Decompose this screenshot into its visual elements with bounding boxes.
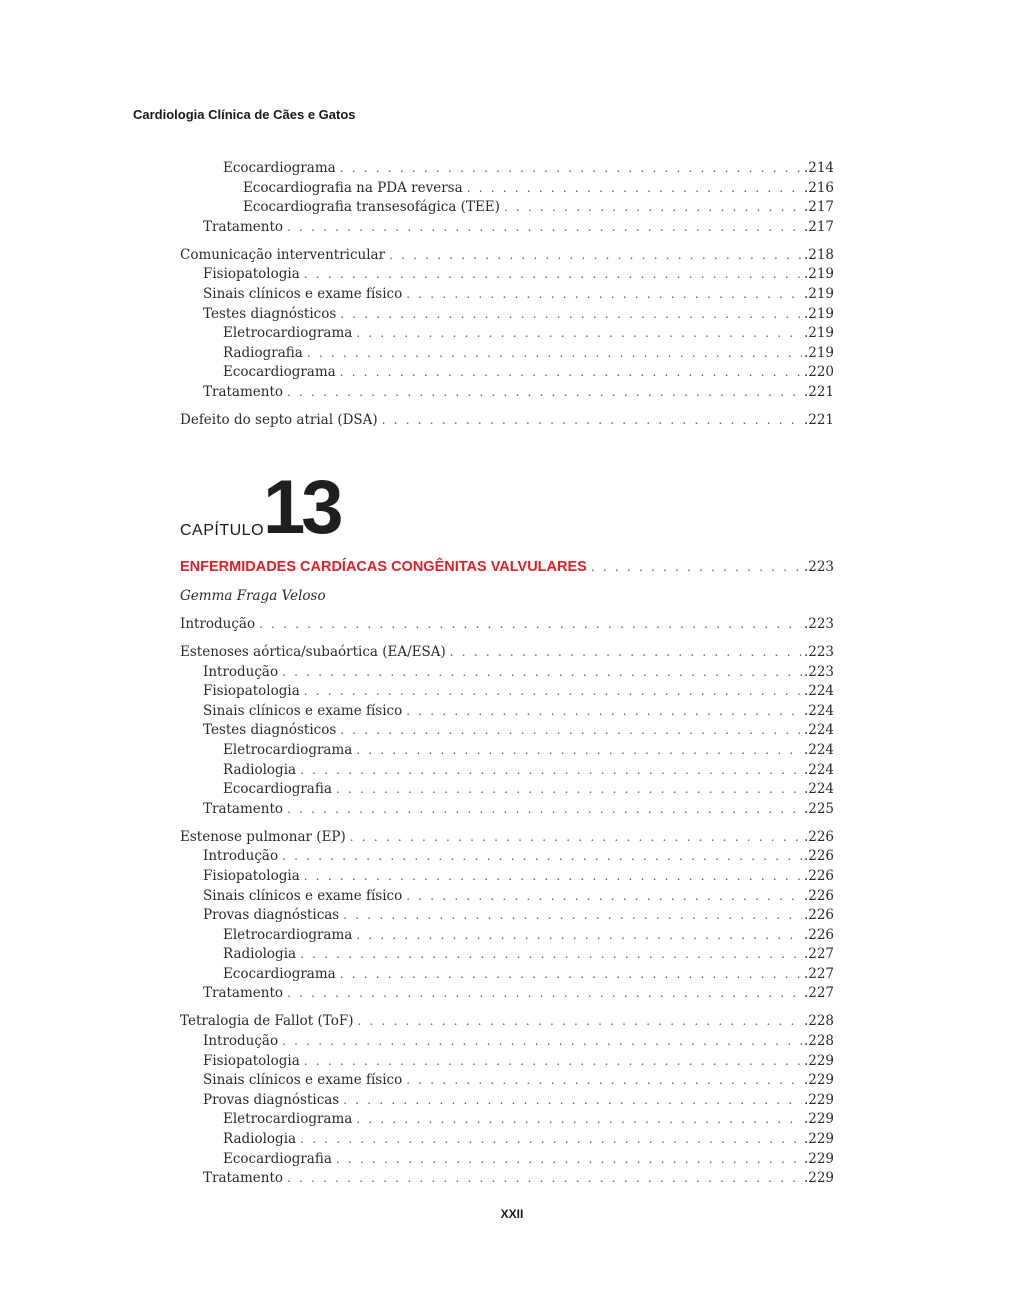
toc-entry-title: Radiografia xyxy=(223,344,303,361)
toc-entry[interactable] xyxy=(180,1169,834,1189)
toc-entry-title: Radiologia xyxy=(223,761,297,778)
dot-leader xyxy=(340,721,802,741)
toc-entry-page: .229 xyxy=(803,1111,834,1128)
toc-entry-title: Sinais clínicos e exame físico xyxy=(203,887,403,904)
chapter-label: CAPÍTULO xyxy=(180,522,265,539)
dot-leader xyxy=(350,828,802,848)
dot-leader xyxy=(304,1052,802,1072)
toc-entry-page: .224 xyxy=(803,761,834,778)
dot-leader xyxy=(389,246,802,266)
toc-entry-page: .224 xyxy=(803,722,834,739)
toc-entry[interactable] xyxy=(180,663,834,683)
toc-entry-title: Fisiopatologia xyxy=(203,683,300,700)
toc-entry-title: Eletrocardiograma xyxy=(223,741,353,758)
chapter-title-page: .223 xyxy=(803,559,834,575)
toc-entry-page: .223 xyxy=(803,643,834,660)
dot-leader xyxy=(287,1169,802,1189)
toc-entry-page: .219 xyxy=(803,325,834,342)
dot-leader xyxy=(504,198,802,218)
toc-entry-page: .226 xyxy=(803,848,834,865)
dot-leader xyxy=(336,780,802,800)
dot-leader xyxy=(340,305,802,325)
toc-entry[interactable] xyxy=(180,265,834,285)
chapter-header xyxy=(180,558,834,606)
dot-leader xyxy=(450,643,802,663)
chapter-title: ENFERMIDADES CARDÍACAS CONGÊNITAS VALVULARES xyxy=(180,559,587,575)
dot-leader xyxy=(282,663,802,683)
toc-entry-title: Introdução xyxy=(203,663,279,680)
toc-entry[interactable] xyxy=(180,965,834,985)
dot-leader xyxy=(406,1071,802,1091)
toc-entry-page: .227 xyxy=(803,965,834,982)
toc-entry-page: .229 xyxy=(803,1052,834,1069)
toc-entry[interactable] xyxy=(180,285,834,305)
toc-entry-page: .224 xyxy=(803,702,834,719)
toc-entry[interactable] xyxy=(180,1071,834,1091)
toc-entry-title: Ecocardiografia na PDA reversa xyxy=(243,179,463,196)
dot-leader xyxy=(358,1012,802,1032)
toc-entry[interactable] xyxy=(180,867,834,887)
toc-entry-title: Eletrocardiograma xyxy=(223,926,353,943)
toc-entry-page: .229 xyxy=(803,1170,834,1187)
dot-leader xyxy=(356,926,802,946)
toc-entry[interactable] xyxy=(180,828,834,848)
toc-entry-title: Estenose pulmonar (EP) xyxy=(180,828,346,845)
dot-leader xyxy=(282,1032,802,1052)
toc-entry-page: .223 xyxy=(803,663,834,680)
toc-entry-title: Testes diagnósticos xyxy=(203,722,337,739)
toc-entry-title: Provas diagnósticas xyxy=(203,1091,340,1108)
toc-entry-page: .227 xyxy=(803,985,834,1002)
toc-entry[interactable] xyxy=(180,218,834,238)
toc-entry-title: Eletrocardiograma xyxy=(223,1111,353,1128)
toc-entry-title: Fisiopatologia xyxy=(203,867,300,884)
toc-entry[interactable] xyxy=(180,363,834,383)
toc-entry-title: Introdução xyxy=(203,848,279,865)
toc-entry-page: .225 xyxy=(803,800,834,817)
dot-leader xyxy=(287,383,802,403)
toc-entry[interactable] xyxy=(180,761,834,781)
toc-entry-page: .229 xyxy=(803,1091,834,1108)
toc-entry-title: Defeito do septo atrial (DSA) xyxy=(180,411,378,428)
toc-entry-title: Fisiopatologia xyxy=(203,1052,300,1069)
toc-entry-page: .219 xyxy=(803,305,834,322)
dot-leader xyxy=(343,906,802,926)
toc-entry-page: .226 xyxy=(803,907,834,924)
toc-entry-title: Sinais clínicos e exame físico xyxy=(203,702,403,719)
page-number: XXII xyxy=(500,1207,524,1221)
toc-entry[interactable] xyxy=(180,1150,834,1170)
toc-entry[interactable] xyxy=(180,305,834,325)
toc-entry-page: .228 xyxy=(803,1013,834,1030)
toc-entry[interactable] xyxy=(180,1130,834,1150)
toc-entry-title: Introdução xyxy=(180,616,256,632)
dot-leader xyxy=(406,285,802,305)
toc-entry-title: Ecocardiografia xyxy=(223,781,332,798)
toc-entry-page: .229 xyxy=(803,1150,834,1167)
dot-leader xyxy=(287,800,802,820)
dot-leader xyxy=(304,682,802,702)
chapter-title-entry[interactable] xyxy=(180,558,834,578)
dot-leader xyxy=(356,324,802,344)
toc-entry-page: .217 xyxy=(803,218,834,235)
toc-entry-title: Ecocardiografia transesofágica (TEE) xyxy=(243,199,500,216)
chapter-number: 13 xyxy=(263,465,340,550)
toc-entry-page: .221 xyxy=(803,411,834,428)
toc-entry-title: Tratamento xyxy=(203,800,284,817)
toc-entry[interactable] xyxy=(180,741,834,761)
toc-entry-page: .226 xyxy=(803,926,834,943)
toc-entry-title: Estenoses aórtica/subaórtica (EA/ESA) xyxy=(180,643,446,660)
toc-entry[interactable] xyxy=(180,1091,834,1111)
toc-entry[interactable] xyxy=(180,847,834,867)
toc-entry[interactable] xyxy=(180,1110,834,1130)
dot-leader xyxy=(340,159,802,179)
toc-list-chapter xyxy=(180,615,834,1189)
toc-entry-title: Tetralogia de Fallot (ToF) xyxy=(180,1013,354,1030)
toc-entry[interactable] xyxy=(180,179,834,199)
toc-entry[interactable] xyxy=(180,1032,834,1052)
toc-entry[interactable] xyxy=(180,682,834,702)
toc-entry-title: Sinais clínicos e exame físico xyxy=(203,285,403,302)
toc-entry-title: Tratamento xyxy=(203,1170,284,1187)
dot-leader xyxy=(300,1130,802,1150)
toc-entry[interactable] xyxy=(180,246,834,266)
dot-leader xyxy=(356,1110,802,1130)
toc-entry-page: .218 xyxy=(803,246,834,263)
dot-leader xyxy=(356,741,802,761)
toc-entry-title: Eletrocardiograma xyxy=(223,325,353,342)
dot-leader xyxy=(340,363,802,383)
toc-entry[interactable] xyxy=(180,411,834,431)
running-head: Cardiologia Clínica de Cães e Gatos xyxy=(133,107,356,122)
toc-entry-title: Ecocardiograma xyxy=(223,160,336,176)
dot-leader xyxy=(259,615,802,635)
dot-leader xyxy=(304,867,802,887)
toc-entry[interactable] xyxy=(180,643,834,663)
toc-entry[interactable] xyxy=(180,800,834,820)
toc-entry-title: Ecocardiografia xyxy=(223,1150,332,1167)
dot-leader xyxy=(406,702,802,722)
toc-entry-title: Radiologia xyxy=(223,1131,297,1148)
toc-entry-title: Sinais clínicos e exame físico xyxy=(203,1072,403,1089)
dot-leader xyxy=(343,1091,802,1111)
toc-entry-title: Introdução xyxy=(203,1033,279,1050)
toc-entry[interactable] xyxy=(180,324,834,344)
dot-leader xyxy=(300,945,802,965)
toc-entry-title: Tratamento xyxy=(203,985,284,1002)
toc-entry-page: .226 xyxy=(803,828,834,845)
toc-entry-page: .216 xyxy=(803,179,834,196)
toc-entry[interactable] xyxy=(180,721,834,741)
toc-entry-title: Tratamento xyxy=(203,383,284,400)
toc-entry-title: Testes diagnósticos xyxy=(203,305,337,322)
toc-entry-page: .219 xyxy=(803,344,834,361)
toc-entry-title: Ecocardiograma xyxy=(223,364,336,381)
toc-entry-page: .217 xyxy=(803,199,834,216)
toc-list-top xyxy=(180,159,834,431)
toc-entry[interactable] xyxy=(180,702,834,722)
dot-leader xyxy=(287,984,802,1004)
dot-leader xyxy=(300,761,802,781)
dot-leader xyxy=(406,887,802,907)
dot-leader xyxy=(591,558,802,578)
toc-entry-page: .227 xyxy=(803,946,834,963)
toc-entry[interactable] xyxy=(180,780,834,800)
toc-entry[interactable] xyxy=(180,1052,834,1072)
toc-entry[interactable] xyxy=(180,159,834,179)
toc-entry[interactable] xyxy=(180,926,834,946)
toc-entry-page: .229 xyxy=(803,1072,834,1089)
toc-entry-page: .224 xyxy=(803,781,834,798)
toc-entry-title: Provas diagnósticas xyxy=(203,907,340,924)
toc-entry[interactable] xyxy=(180,383,834,403)
toc-entry[interactable] xyxy=(180,887,834,907)
dot-leader xyxy=(382,411,802,431)
dot-leader xyxy=(336,1150,802,1170)
dot-leader xyxy=(467,179,802,199)
toc-entry-page: .221 xyxy=(803,383,834,400)
toc-entry-page: .228 xyxy=(803,1033,834,1050)
toc-entry[interactable] xyxy=(180,198,834,218)
toc-entry-page: .219 xyxy=(803,266,834,283)
dot-leader xyxy=(304,265,802,285)
toc-entry[interactable] xyxy=(180,615,834,635)
toc-entry-page: .220 xyxy=(803,364,834,381)
toc-entry[interactable] xyxy=(180,984,834,1004)
toc-entry-page: .224 xyxy=(803,683,834,700)
toc-entry-page: .224 xyxy=(803,741,834,758)
dot-leader xyxy=(282,847,802,867)
toc-entry-title: Radiologia xyxy=(223,946,297,963)
toc-entry-page: .223 xyxy=(803,616,834,632)
dot-leader xyxy=(340,965,802,985)
toc-entry[interactable] xyxy=(180,1012,834,1032)
dot-leader xyxy=(307,344,802,364)
toc-entry-page: .226 xyxy=(803,867,834,884)
toc-entry[interactable] xyxy=(180,906,834,926)
toc-entry-title: Tratamento xyxy=(203,218,284,235)
toc-entry-page: .229 xyxy=(803,1131,834,1148)
toc-entry-title: Fisiopatologia xyxy=(203,266,300,283)
toc-entry[interactable] xyxy=(180,945,834,965)
chapter-author: Gemma Fraga Veloso xyxy=(180,587,326,604)
toc-entry-page: .226 xyxy=(803,887,834,904)
toc-entry-page: .219 xyxy=(803,285,834,302)
toc-entry-title: Comunicação interventricular xyxy=(180,246,386,263)
toc-entry-title: Ecocardiograma xyxy=(223,965,336,982)
toc-entry[interactable] xyxy=(180,344,834,364)
dot-leader xyxy=(287,218,802,238)
toc-entry-page: .214 xyxy=(803,160,834,176)
